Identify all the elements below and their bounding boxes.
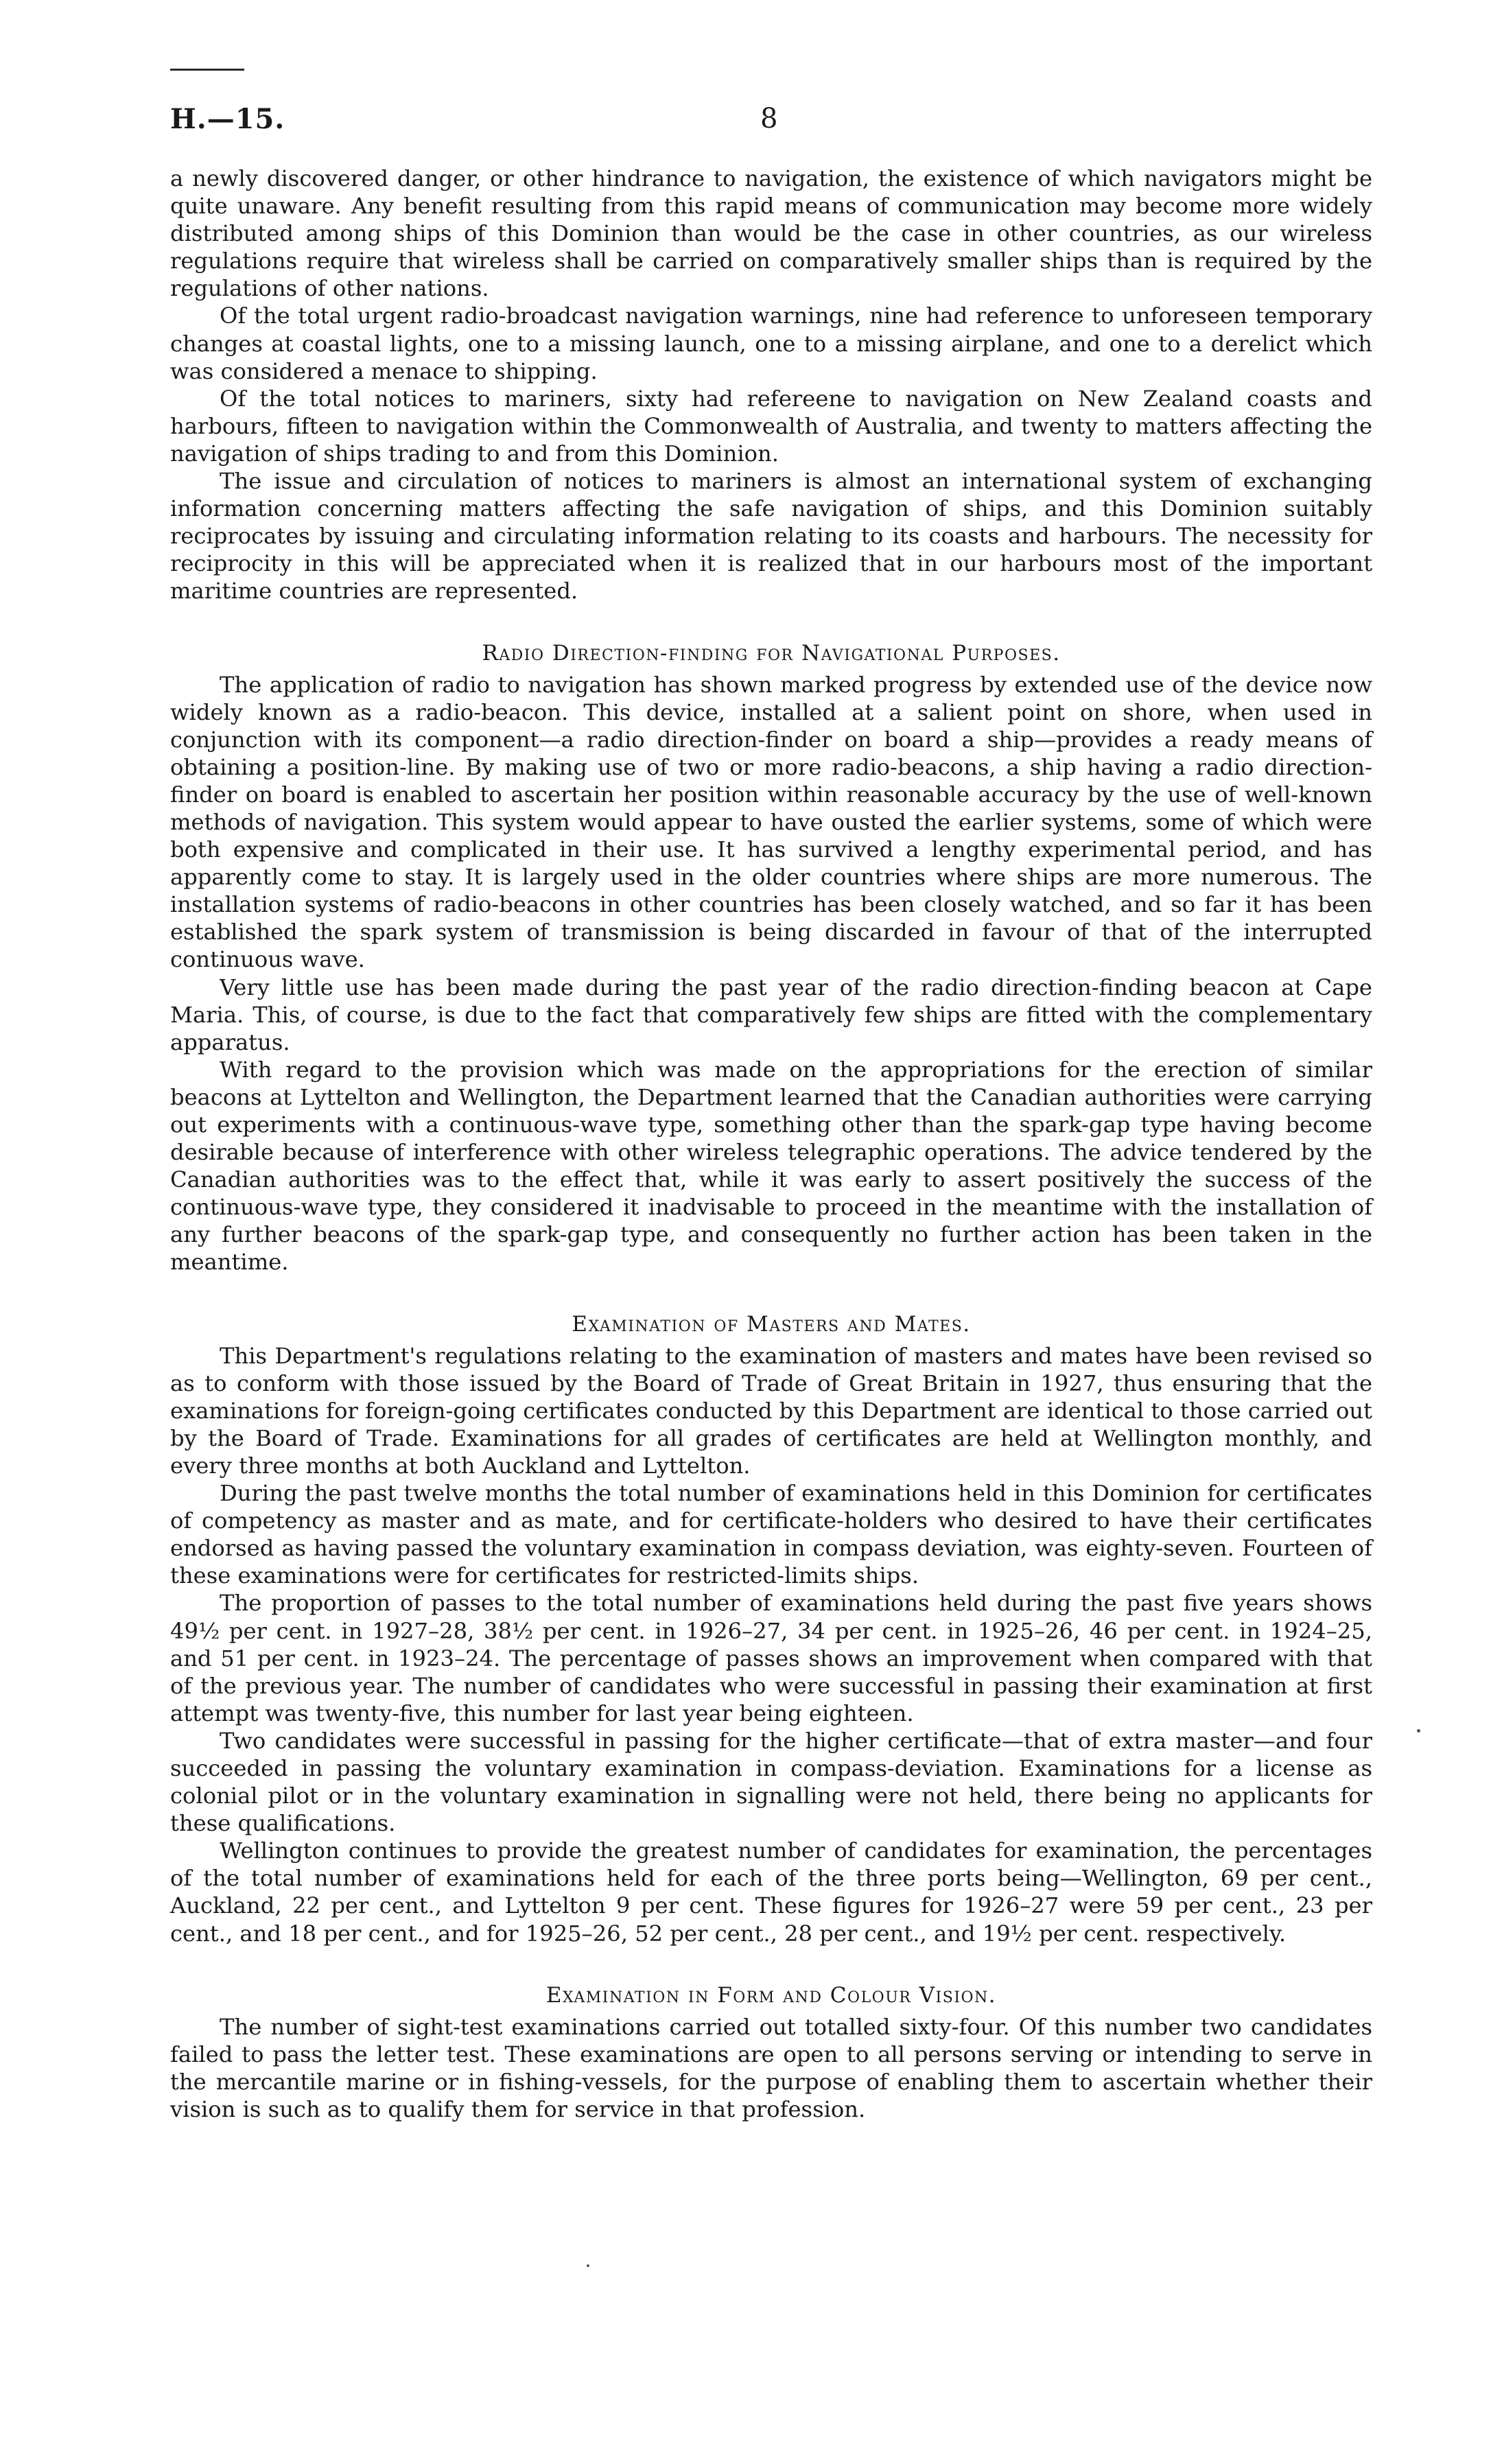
body-text (170, 165, 1372, 2123)
page-header (170, 103, 1372, 144)
section-heading-examination-masters-mates: Examination of Masters and Mates. (572, 1311, 971, 1337)
paragraph-intro-2: Of the total urgent radio-broadcast navigation warnings, nine had reference to unforeseen temporary changes at coastal lights, one to a missing launch, one to a missing airplane, and one to a derelict which was considered a menace to shipping. (170, 303, 1372, 384)
paragraph-radio-1: The application of radio to navigation has shown marked progress by extended use of the device now widely known as a radio-beacon. This device, installed at a salient point on shore, when used in conjunction with its component—a radio direction-finder on board a ship—provides a ready means of obtaining a position-line. By making use of two or more radio-beacons, a ship having a radio direction-finder on board is enabled to ascertain her position within reasonable accuracy by the use of well-known methods of navigation. This system would appear to have ousted the earlier systems, some of which were both expensive and complicated in their use. It has survived a lengthy experimental period, and has apparently come to stay. It is largely used in the older countries where ships are more numerous. The installation systems of radio-beacons in other countries has been closely watched, and so far it has been established the spark system of transmission is being discarded in favour of that of the interrupted continuous wave. (170, 671, 1372, 973)
scan-speck (1417, 1729, 1420, 1733)
paragraph-masters-1: This Department's regulations relating to the examination of masters and mates have been revised so as to conform with those issued by the Board of Trade of Great Britain in 1927, thus ensuring that the examinations for foreign-going certificates conducted by this Department are identical to those carried out by the Board of Trade. Examinations for all grades of certificates are held at Wellington monthly, and every three months at both Auckland and Lyttelton. (170, 1342, 1372, 1479)
paragraph-masters-5: Wellington continues to provide the greatest number of candidates for examination, the percentages of the total number of examinations held for each of the three ports being—Wellington, 69 per cent., Auckland, 22 per cent., and Lyttelton 9 per cent. These figures for 1926–27 were 59 per cent., 23 per cent., and 18 per cent., and for 1925–26, 52 per cent., 28 per cent., and 19½ per cent. respectively. (170, 1838, 1372, 1947)
section-heading-radio-direction-finding: Radio Direction-finding for Navigational Purposes. (482, 640, 1061, 666)
paragraph-masters-4: Two candidates were successful in passing for the higher certificate—that of extra master—and four succeeded in passing the voluntary examination in compass-deviation. Examinations for a license as colonial pilot or in the voluntary examination in signalling were not held, there being no applicants for these qualifications. (170, 1727, 1372, 1837)
paragraph-masters-3: The proportion of passes to the total number of examinations held during the past five years shows 49½ per cent. in 1927–28, 38½ per cent. in 1926–27, 34 per cent. in 1925–26, 46 per cent. in 1924–25, and 51 per cent. in 1923–24. The percentage of passes shows an improvement when compared with that of the previous year. The number of candidates who were successful in passing their examination at first attempt was twenty-five, this number for last year being eighteen. (170, 1590, 1372, 1726)
paragraph-intro-4: The issue and circulation of notices to mariners is almost an international system of exchanging information concerning matters affecting the safe navigation of ships, and this Dominion suitably reciprocates by issuing and circulating information relating to its coasts and harbours. The necessity for reciprocity in this will be appreciated when it is realized that in our harbours most of the important maritime countries are represented. (170, 468, 1372, 605)
paragraph-intro-3: Of the total notices to mariners, sixty had refereene to navigation on New Zealand coasts and harbours, fifteen to navigation within the Commonwealth of Australia, and twenty to matters affecting the navigation of ships trading to and from this Dominion. (170, 385, 1372, 467)
paragraph-radio-2: Very little use has been made during the past year of the radio direction-finding beacon at Cape Maria. This, of course, is due to the fact that comparatively few ships are fitted with the complementary apparatus. (170, 974, 1372, 1055)
paragraph-masters-2: During the past twelve months the total number of examinations held in this Dominion for certificates of competency as master and as mate, and for certificate-holders who desired to have their certificates endorsed as having passed the voluntary examination in compass deviation, was eighty-seven. Fourteen of these examinations were for certificates for restricted-limits ships. (170, 1480, 1372, 1589)
paragraph-intro-1: a newly discovered danger, or other hindrance to navigation, the existence of which navigators might be quite unaware. Any benefit resulting from this rapid means of communication may become more widely distributed among ships of this Dominion than would be the case in other countries, as our wireless regulations require that wireless shall be carried on comparatively smaller ships than is required by the regulations of other nations. (170, 165, 1372, 302)
document-reference: H.—15. (170, 103, 285, 135)
top-rule (170, 69, 244, 71)
scan-speck (587, 2264, 589, 2267)
paragraph-radio-3: With regard to the provision which was made on the appropriations for the erection of similar beacons at Lyttelton and Wellington, the Department learned that the Canadian authorities were carrying out experiments with a continuous-wave type, something other than the spark-gap type having become desirable because of interference with other wireless telegraphic operations. The advice tendered by the Canadian authorities was to the effect that, while it was early to assert positively the success of the continuous-wave type, they considered it inadvisable to proceed in the meantime with the installation of any further beacons of the spark-gap type, and consequently no further action has been taken in the meantime. (170, 1056, 1372, 1276)
paragraph-vision-1: The number of sight-test examinations carried out totalled sixty-four. Of this number two candidates failed to pass the letter test. These examinations are open to all persons serving or intending to serve in the mercantile marine or in fishing-vessels, for the purpose of enabling them to ascertain whether their vision is such as to qualify them for service in that profession. (170, 2013, 1372, 2122)
page-number: 8 (760, 103, 778, 134)
section-heading-form-colour-vision: Examination in Form and Colour Vision. (545, 1982, 997, 2008)
